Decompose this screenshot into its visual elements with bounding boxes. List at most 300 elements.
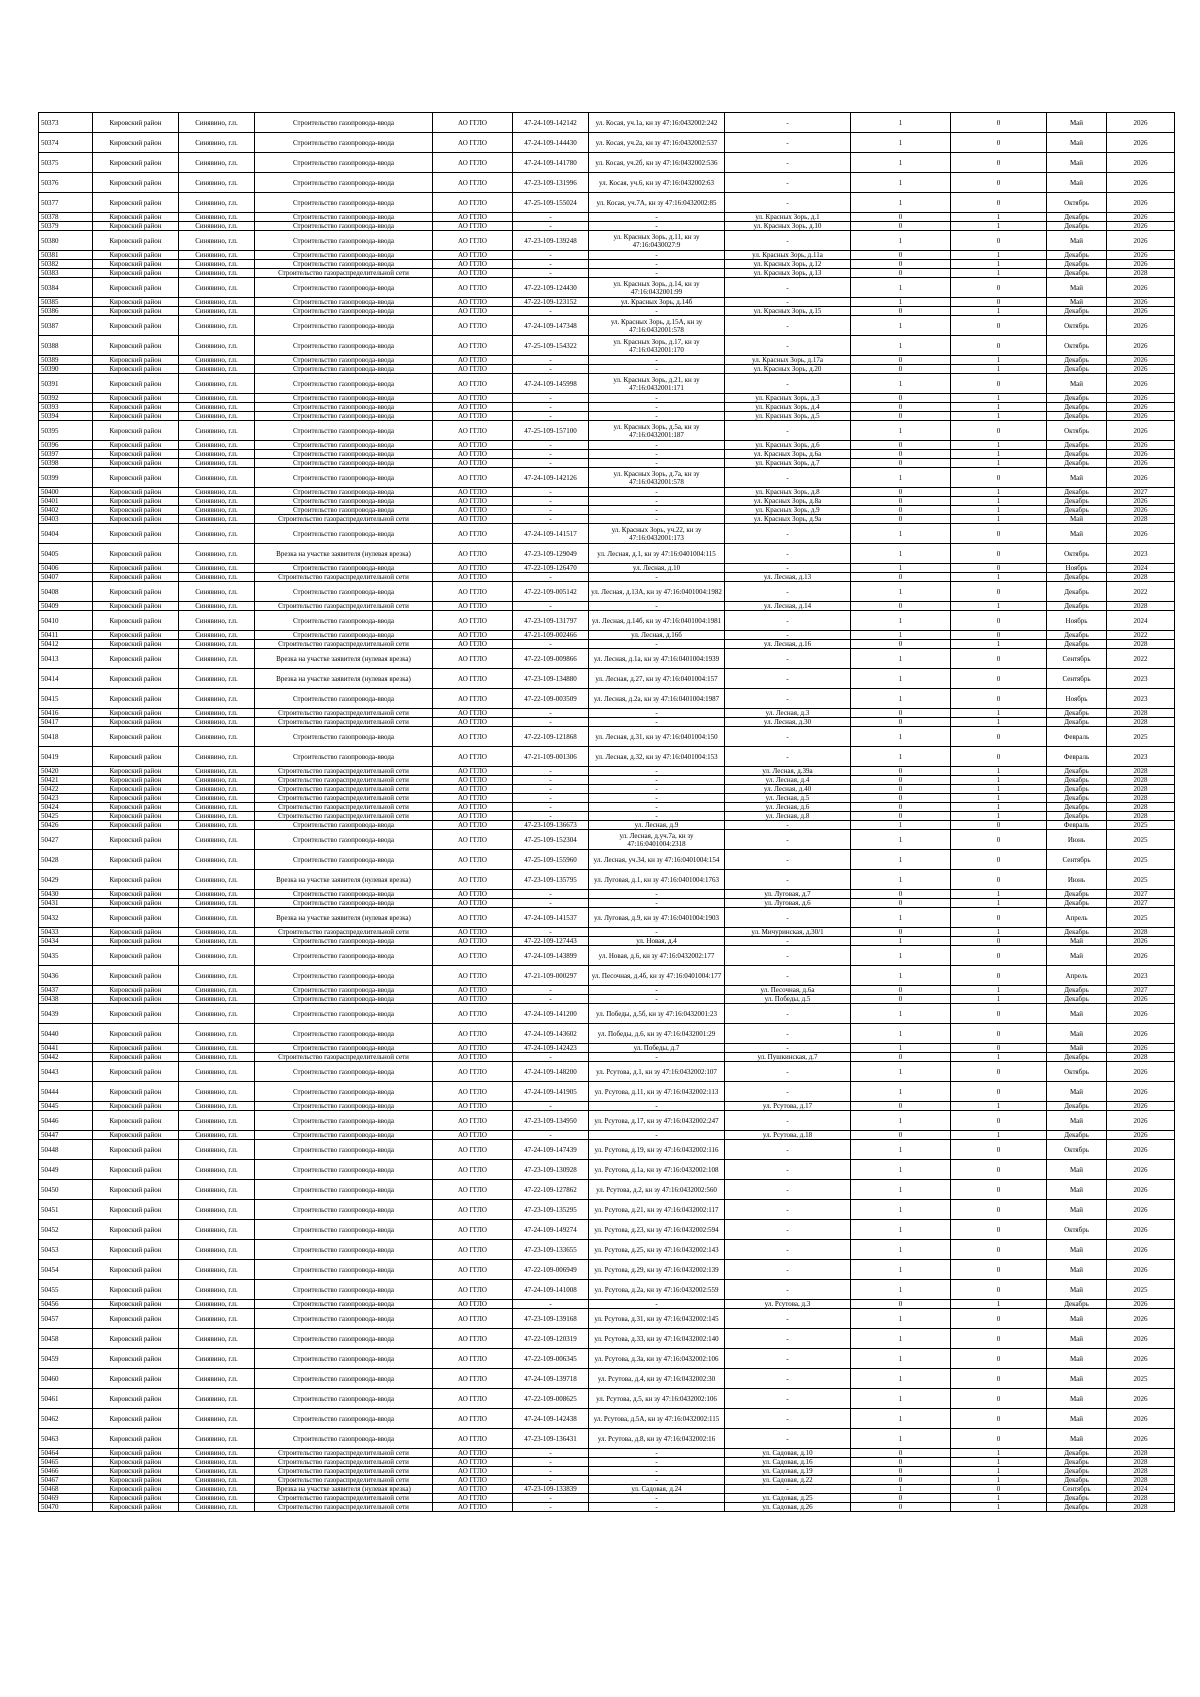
cell-id: 50381 xyxy=(39,251,93,260)
cell-year: 2026 xyxy=(1107,213,1175,222)
cell-address: ул. Рсутова, д.29, кн зу 47:16:0432002:139 xyxy=(589,1260,725,1280)
cell-count_a: 1 xyxy=(851,133,951,153)
cell-address: - xyxy=(589,785,725,794)
cell-code: 47-24-109-143899 xyxy=(513,946,589,966)
cell-district: Кировский район xyxy=(93,908,179,928)
cell-settlement: Синявино, г.п. xyxy=(179,821,255,830)
cell-address2: - xyxy=(725,747,851,767)
cell-count_a: 1 xyxy=(851,1140,951,1160)
cell-address2: - xyxy=(725,946,851,966)
cell-count_b: 1 xyxy=(951,602,1047,611)
cell-code: - xyxy=(513,573,589,582)
cell-month: Декабрь xyxy=(1047,441,1107,450)
cell-address: - xyxy=(589,1458,725,1467)
cell-organization: АО ГГЛО xyxy=(433,794,513,803)
cell-month: Декабрь xyxy=(1047,602,1107,611)
cell-count_a: 0 xyxy=(851,986,951,995)
table-row xyxy=(39,307,1175,316)
table-row xyxy=(39,515,1175,524)
cell-district: Кировский район xyxy=(93,1260,179,1280)
cell-count_a: 1 xyxy=(851,231,951,251)
cell-organization: АО ГГЛО xyxy=(433,356,513,365)
cell-count_b: 0 xyxy=(951,421,1047,441)
cell-month: Декабрь xyxy=(1047,307,1107,316)
cell-settlement: Синявино, г.п. xyxy=(179,582,255,602)
cell-organization: АО ГГЛО xyxy=(433,1309,513,1329)
cell-year: 2026 xyxy=(1107,1309,1175,1329)
cell-count_b: 1 xyxy=(951,1449,1047,1458)
cell-count_b: 0 xyxy=(951,1329,1047,1349)
cell-address: ул. Садовая, д.24 xyxy=(589,1485,725,1494)
cell-count_b: 0 xyxy=(951,1160,1047,1180)
cell-settlement: Синявино, г.п. xyxy=(179,870,255,890)
cell-id: 50404 xyxy=(39,524,93,544)
table-row xyxy=(39,278,1175,298)
cell-organization: АО ГГЛО xyxy=(433,1131,513,1140)
cell-year: 2026 xyxy=(1107,1082,1175,1102)
cell-work_type: Строительство газопровода-ввода xyxy=(255,830,433,850)
cell-count_a: 0 xyxy=(851,412,951,421)
cell-district: Кировский район xyxy=(93,1062,179,1082)
table-row xyxy=(39,890,1175,899)
cell-settlement: Синявино, г.п. xyxy=(179,890,255,899)
cell-month: Декабрь xyxy=(1047,222,1107,231)
cell-count_b: 0 xyxy=(951,1044,1047,1053)
cell-year: 2026 xyxy=(1107,468,1175,488)
cell-address: ул. Рсутова, д.5А, кн зу 47:16:0432002:115 xyxy=(589,1409,725,1429)
cell-count_b: 1 xyxy=(951,403,1047,412)
cell-code: 47-23-109-135295 xyxy=(513,1200,589,1220)
cell-address2: ул. Садовая, д.22 xyxy=(725,1476,851,1485)
cell-year: 2028 xyxy=(1107,794,1175,803)
cell-work_type: Строительство газопровода-ввода xyxy=(255,1111,433,1131)
cell-year: 2028 xyxy=(1107,602,1175,611)
cell-organization: АО ГГЛО xyxy=(433,1220,513,1240)
cell-count_b: 0 xyxy=(951,821,1047,830)
cell-code: - xyxy=(513,794,589,803)
cell-count_a: 1 xyxy=(851,193,951,213)
cell-district: Кировский район xyxy=(93,173,179,193)
cell-work_type: Строительство газораспределительной сети xyxy=(255,767,433,776)
cell-work_type: Строительство газопровода-ввода xyxy=(255,890,433,899)
cell-district: Кировский район xyxy=(93,1053,179,1062)
cell-count_b: 1 xyxy=(951,459,1047,468)
cell-district: Кировский район xyxy=(93,602,179,611)
cell-code: 47-23-109-134950 xyxy=(513,1111,589,1131)
cell-organization: АО ГГЛО xyxy=(433,582,513,602)
cell-count_b: 1 xyxy=(951,803,1047,812)
cell-id: 50439 xyxy=(39,1004,93,1024)
cell-month: Октябрь xyxy=(1047,421,1107,441)
cell-month: Декабрь xyxy=(1047,1102,1107,1111)
cell-month: Декабрь xyxy=(1047,260,1107,269)
cell-id: 50440 xyxy=(39,1024,93,1044)
cell-count_b: 1 xyxy=(951,709,1047,718)
cell-year: 2025 xyxy=(1107,870,1175,890)
cell-year: 2026 xyxy=(1107,506,1175,515)
cell-month: Декабрь xyxy=(1047,1458,1107,1467)
cell-settlement: Синявино, г.п. xyxy=(179,649,255,669)
cell-year: 2023 xyxy=(1107,747,1175,767)
cell-year: 2026 xyxy=(1107,1062,1175,1082)
cell-work_type: Строительство газопровода-ввода xyxy=(255,689,433,709)
cell-address2: - xyxy=(725,1160,851,1180)
cell-count_b: 1 xyxy=(951,1467,1047,1476)
cell-code: 47-25-109-154322 xyxy=(513,336,589,356)
cell-address: - xyxy=(589,709,725,718)
cell-organization: АО ГГЛО xyxy=(433,1062,513,1082)
cell-organization: АО ГГЛО xyxy=(433,1389,513,1409)
cell-work_type: Строительство газопровода-ввода xyxy=(255,1309,433,1329)
cell-year: 2027 xyxy=(1107,986,1175,995)
cell-month: Октябрь xyxy=(1047,336,1107,356)
cell-count_b: 1 xyxy=(951,573,1047,582)
table-row xyxy=(39,488,1175,497)
cell-work_type: Строительство газопровода-ввода xyxy=(255,986,433,995)
cell-code: - xyxy=(513,260,589,269)
cell-work_type: Строительство газопровода-ввода xyxy=(255,1369,433,1389)
cell-address2: ул. Лесная, д.30 xyxy=(725,718,851,727)
cell-year: 2028 xyxy=(1107,812,1175,821)
cell-organization: АО ГГЛО xyxy=(433,966,513,986)
cell-address2: ул. Красных Зорь, д.12 xyxy=(725,260,851,269)
cell-id: 50431 xyxy=(39,899,93,908)
cell-settlement: Синявино, г.п. xyxy=(179,747,255,767)
cell-organization: АО ГГЛО xyxy=(433,1503,513,1512)
cell-count_b: 1 xyxy=(951,899,1047,908)
cell-id: 50399 xyxy=(39,468,93,488)
cell-address: - xyxy=(589,899,725,908)
cell-address: ул. Лесная, д.31, кн зу 47:16:0401004:150 xyxy=(589,727,725,747)
cell-address: ул. Рсутова, д.33, кн зу 47:16:0432002:140 xyxy=(589,1329,725,1349)
cell-count_b: 0 xyxy=(951,689,1047,709)
cell-district: Кировский район xyxy=(93,1102,179,1111)
table-row xyxy=(39,441,1175,450)
cell-settlement: Синявино, г.п. xyxy=(179,573,255,582)
cell-year: 2026 xyxy=(1107,1240,1175,1260)
cell-work_type: Строительство газораспределительной сети xyxy=(255,515,433,524)
table-row xyxy=(39,718,1175,727)
cell-address2: - xyxy=(725,421,851,441)
cell-work_type: Строительство газопровода-ввода xyxy=(255,153,433,173)
cell-month: Февраль xyxy=(1047,821,1107,830)
cell-district: Кировский район xyxy=(93,153,179,173)
cell-address: ул. Лесная, д.32, кн зу 47:16:0401004:153 xyxy=(589,747,725,767)
cell-id: 50443 xyxy=(39,1062,93,1082)
cell-count_a: 0 xyxy=(851,260,951,269)
cell-address2: ул. Садовая, д.19 xyxy=(725,1467,851,1476)
cell-district: Кировский район xyxy=(93,336,179,356)
cell-count_a: 0 xyxy=(851,506,951,515)
cell-address: - xyxy=(589,1467,725,1476)
cell-code: 47-23-109-130928 xyxy=(513,1160,589,1180)
cell-count_b: 0 xyxy=(951,1485,1047,1494)
cell-id: 50428 xyxy=(39,850,93,870)
cell-organization: АО ГГЛО xyxy=(433,870,513,890)
cell-address2: - xyxy=(725,298,851,307)
cell-count_b: 1 xyxy=(951,394,1047,403)
cell-count_a: 1 xyxy=(851,1004,951,1024)
table-row xyxy=(39,1004,1175,1024)
cell-year: 2028 xyxy=(1107,1458,1175,1467)
cell-month: Май xyxy=(1047,1349,1107,1369)
cell-address: ул. Песочная, д.4б, кн зу 47:16:0401004:177 xyxy=(589,966,725,986)
cell-code: - xyxy=(513,459,589,468)
cell-id: 50441 xyxy=(39,1044,93,1053)
cell-count_a: 1 xyxy=(851,1389,951,1409)
cell-settlement: Синявино, г.п. xyxy=(179,213,255,222)
cell-year: 2026 xyxy=(1107,231,1175,251)
cell-id: 50414 xyxy=(39,669,93,689)
cell-work_type: Строительство газопровода-ввода xyxy=(255,365,433,374)
cell-address2: ул. Красных Зорь, д.1 xyxy=(725,213,851,222)
table-row xyxy=(39,1429,1175,1449)
cell-organization: АО ГГЛО xyxy=(433,497,513,506)
cell-count_a: 1 xyxy=(851,544,951,564)
cell-district: Кировский район xyxy=(93,1220,179,1240)
cell-year: 2026 xyxy=(1107,1389,1175,1409)
cell-settlement: Синявино, г.п. xyxy=(179,307,255,316)
cell-month: Декабрь xyxy=(1047,365,1107,374)
cell-count_b: 0 xyxy=(951,1260,1047,1280)
cell-organization: АО ГГЛО xyxy=(433,564,513,573)
cell-month: Сентябрь xyxy=(1047,850,1107,870)
cell-settlement: Синявино, г.п. xyxy=(179,394,255,403)
cell-count_a: 1 xyxy=(851,908,951,928)
cell-id: 50403 xyxy=(39,515,93,524)
cell-address2: ул. Лесная, д.8 xyxy=(725,812,851,821)
cell-year: 2026 xyxy=(1107,421,1175,441)
cell-count_b: 0 xyxy=(951,946,1047,966)
cell-count_b: 0 xyxy=(951,937,1047,946)
cell-id: 50393 xyxy=(39,403,93,412)
cell-code: - xyxy=(513,251,589,260)
cell-address: - xyxy=(589,269,725,278)
cell-organization: АО ГГЛО xyxy=(433,946,513,966)
cell-count_b: 1 xyxy=(951,1102,1047,1111)
cell-organization: АО ГГЛО xyxy=(433,1409,513,1429)
cell-year: 2026 xyxy=(1107,113,1175,133)
cell-year: 2026 xyxy=(1107,450,1175,459)
cell-address: ул. Красных Зорь, д.5а, кн зу 47:16:0432001:187 xyxy=(589,421,725,441)
cell-address2: - xyxy=(725,1044,851,1053)
cell-settlement: Синявино, г.п. xyxy=(179,450,255,459)
cell-address: ул. Рсутова, д.31, кн зу 47:16:0432002:145 xyxy=(589,1309,725,1329)
cell-count_b: 1 xyxy=(951,356,1047,365)
table-row xyxy=(39,582,1175,602)
cell-year: 2026 xyxy=(1107,459,1175,468)
cell-work_type: Строительство газопровода-ввода xyxy=(255,278,433,298)
cell-year: 2026 xyxy=(1107,524,1175,544)
cell-address2: - xyxy=(725,1004,851,1024)
registry-rows xyxy=(39,113,1175,1512)
cell-code: 47-24-109-141200 xyxy=(513,1004,589,1024)
table-row xyxy=(39,1160,1175,1180)
cell-month: Май xyxy=(1047,1260,1107,1280)
cell-address2: ул. Рсутова, д.17 xyxy=(725,1102,851,1111)
cell-organization: АО ГГЛО xyxy=(433,995,513,1004)
cell-organization: АО ГГЛО xyxy=(433,365,513,374)
cell-address2: ул. Красных Зорь, д.8а xyxy=(725,497,851,506)
cell-address2: ул. Пушкинская, д.7 xyxy=(725,1053,851,1062)
cell-year: 2026 xyxy=(1107,946,1175,966)
cell-count_a: 1 xyxy=(851,524,951,544)
cell-id: 50373 xyxy=(39,113,93,133)
cell-address2: ул. Луговая, д.6 xyxy=(725,899,851,908)
cell-district: Кировский район xyxy=(93,1160,179,1180)
cell-settlement: Синявино, г.п. xyxy=(179,1476,255,1485)
cell-address2: - xyxy=(725,937,851,946)
cell-code: - xyxy=(513,640,589,649)
cell-year: 2026 xyxy=(1107,193,1175,213)
cell-count_a: 0 xyxy=(851,640,951,649)
cell-count_b: 1 xyxy=(951,1300,1047,1309)
cell-district: Кировский район xyxy=(93,1309,179,1329)
cell-district: Кировский район xyxy=(93,1200,179,1220)
cell-count_b: 1 xyxy=(951,307,1047,316)
cell-code: 47-24-109-141905 xyxy=(513,1082,589,1102)
cell-settlement: Синявино, г.п. xyxy=(179,1449,255,1458)
cell-count_a: 0 xyxy=(851,269,951,278)
cell-district: Кировский район xyxy=(93,488,179,497)
cell-organization: АО ГГЛО xyxy=(433,1140,513,1160)
cell-work_type: Врезка на участке заявителя (нулевая врезка) xyxy=(255,649,433,669)
cell-month: Февраль xyxy=(1047,727,1107,747)
cell-district: Кировский район xyxy=(93,937,179,946)
cell-count_a: 0 xyxy=(851,403,951,412)
cell-work_type: Строительство газораспределительной сети xyxy=(255,718,433,727)
cell-year: 2026 xyxy=(1107,995,1175,1004)
cell-id: 50427 xyxy=(39,830,93,850)
cell-count_a: 1 xyxy=(851,153,951,173)
cell-count_a: 0 xyxy=(851,995,951,1004)
cell-settlement: Синявино, г.п. xyxy=(179,403,255,412)
cell-settlement: Синявино, г.п. xyxy=(179,937,255,946)
cell-settlement: Синявино, г.п. xyxy=(179,1102,255,1111)
cell-month: Декабрь xyxy=(1047,403,1107,412)
cell-organization: АО ГГЛО xyxy=(433,441,513,450)
cell-organization: АО ГГЛО xyxy=(433,374,513,394)
cell-count_a: 0 xyxy=(851,1494,951,1503)
cell-organization: АО ГГЛО xyxy=(433,689,513,709)
table-row xyxy=(39,173,1175,193)
cell-work_type: Строительство газопровода-ввода xyxy=(255,1220,433,1240)
cell-code: 47-24-109-141008 xyxy=(513,1280,589,1300)
cell-work_type: Строительство газопровода-ввода xyxy=(255,564,433,573)
cell-address2: - xyxy=(725,611,851,631)
cell-year: 2026 xyxy=(1107,497,1175,506)
cell-settlement: Синявино, г.п. xyxy=(179,1429,255,1449)
cell-work_type: Строительство газопровода-ввода xyxy=(255,1140,433,1160)
cell-settlement: Синявино, г.п. xyxy=(179,966,255,986)
cell-count_a: 1 xyxy=(851,421,951,441)
cell-count_a: 0 xyxy=(851,1053,951,1062)
cell-count_b: 0 xyxy=(951,1309,1047,1329)
cell-settlement: Синявино, г.п. xyxy=(179,278,255,298)
cell-count_a: 0 xyxy=(851,776,951,785)
cell-address2: ул. Красных Зорь, д.9 xyxy=(725,506,851,515)
cell-settlement: Синявино, г.п. xyxy=(179,374,255,394)
cell-count_b: 0 xyxy=(951,544,1047,564)
cell-count_b: 0 xyxy=(951,870,1047,890)
cell-organization: АО ГГЛО xyxy=(433,488,513,497)
cell-count_b: 0 xyxy=(951,649,1047,669)
cell-count_b: 1 xyxy=(951,251,1047,260)
cell-address: ул. Луговая, д.9, кн зу 47:16:0401004:1903 xyxy=(589,908,725,928)
cell-year: 2026 xyxy=(1107,1220,1175,1240)
cell-address: ул. Косая, уч.2а, кн зу 47:16:0432002:537 xyxy=(589,133,725,153)
cell-address: ул. Лесная, д.14б, кн зу 47:16:0401004:1981 xyxy=(589,611,725,631)
cell-organization: АО ГГЛО xyxy=(433,412,513,421)
cell-id: 50461 xyxy=(39,1389,93,1409)
cell-month: Декабрь xyxy=(1047,1053,1107,1062)
cell-district: Кировский район xyxy=(93,1476,179,1485)
cell-address: ул. Косая, уч.2б, кн зу 47:16:0432002:536 xyxy=(589,153,725,173)
cell-count_b: 1 xyxy=(951,794,1047,803)
cell-count_a: 0 xyxy=(851,365,951,374)
cell-count_b: 1 xyxy=(951,1458,1047,1467)
cell-settlement: Синявино, г.п. xyxy=(179,1082,255,1102)
cell-month: Май xyxy=(1047,1409,1107,1429)
cell-code: - xyxy=(513,803,589,812)
cell-year: 2022 xyxy=(1107,631,1175,640)
cell-district: Кировский район xyxy=(93,803,179,812)
cell-month: Декабрь xyxy=(1047,767,1107,776)
cell-count_a: 0 xyxy=(851,497,951,506)
cell-code: - xyxy=(513,1102,589,1111)
cell-id: 50416 xyxy=(39,709,93,718)
table-row xyxy=(39,928,1175,937)
cell-year: 2026 xyxy=(1107,937,1175,946)
cell-year: 2026 xyxy=(1107,1140,1175,1160)
table-row xyxy=(39,573,1175,582)
cell-district: Кировский район xyxy=(93,231,179,251)
cell-address: - xyxy=(589,356,725,365)
cell-code: 47-24-109-142142 xyxy=(513,113,589,133)
cell-address2: ул. Красных Зорь, д.9а xyxy=(725,515,851,524)
cell-code: - xyxy=(513,441,589,450)
cell-work_type: Строительство газопровода-ввода xyxy=(255,1409,433,1429)
cell-address2: - xyxy=(725,524,851,544)
table-row xyxy=(39,1140,1175,1160)
cell-organization: АО ГГЛО xyxy=(433,193,513,213)
cell-settlement: Синявино, г.п. xyxy=(179,468,255,488)
cell-settlement: Синявино, г.п. xyxy=(179,611,255,631)
cell-address2: - xyxy=(725,821,851,830)
cell-address: - xyxy=(589,767,725,776)
cell-id: 50419 xyxy=(39,747,93,767)
cell-id: 50444 xyxy=(39,1082,93,1102)
cell-settlement: Синявино, г.п. xyxy=(179,718,255,727)
cell-count_a: 0 xyxy=(851,573,951,582)
cell-district: Кировский район xyxy=(93,812,179,821)
cell-count_a: 0 xyxy=(851,890,951,899)
cell-year: 2028 xyxy=(1107,1053,1175,1062)
cell-count_a: 0 xyxy=(851,356,951,365)
cell-work_type: Строительство газопровода-ввода xyxy=(255,1300,433,1309)
cell-count_a: 0 xyxy=(851,251,951,260)
cell-code: - xyxy=(513,213,589,222)
cell-count_a: 1 xyxy=(851,747,951,767)
cell-code: - xyxy=(513,1503,589,1512)
cell-district: Кировский район xyxy=(93,986,179,995)
cell-month: Ноябрь xyxy=(1047,689,1107,709)
table-row xyxy=(39,767,1175,776)
cell-year: 2022 xyxy=(1107,649,1175,669)
cell-id: 50449 xyxy=(39,1160,93,1180)
cell-organization: АО ГГЛО xyxy=(433,1044,513,1053)
cell-organization: АО ГГЛО xyxy=(433,785,513,794)
